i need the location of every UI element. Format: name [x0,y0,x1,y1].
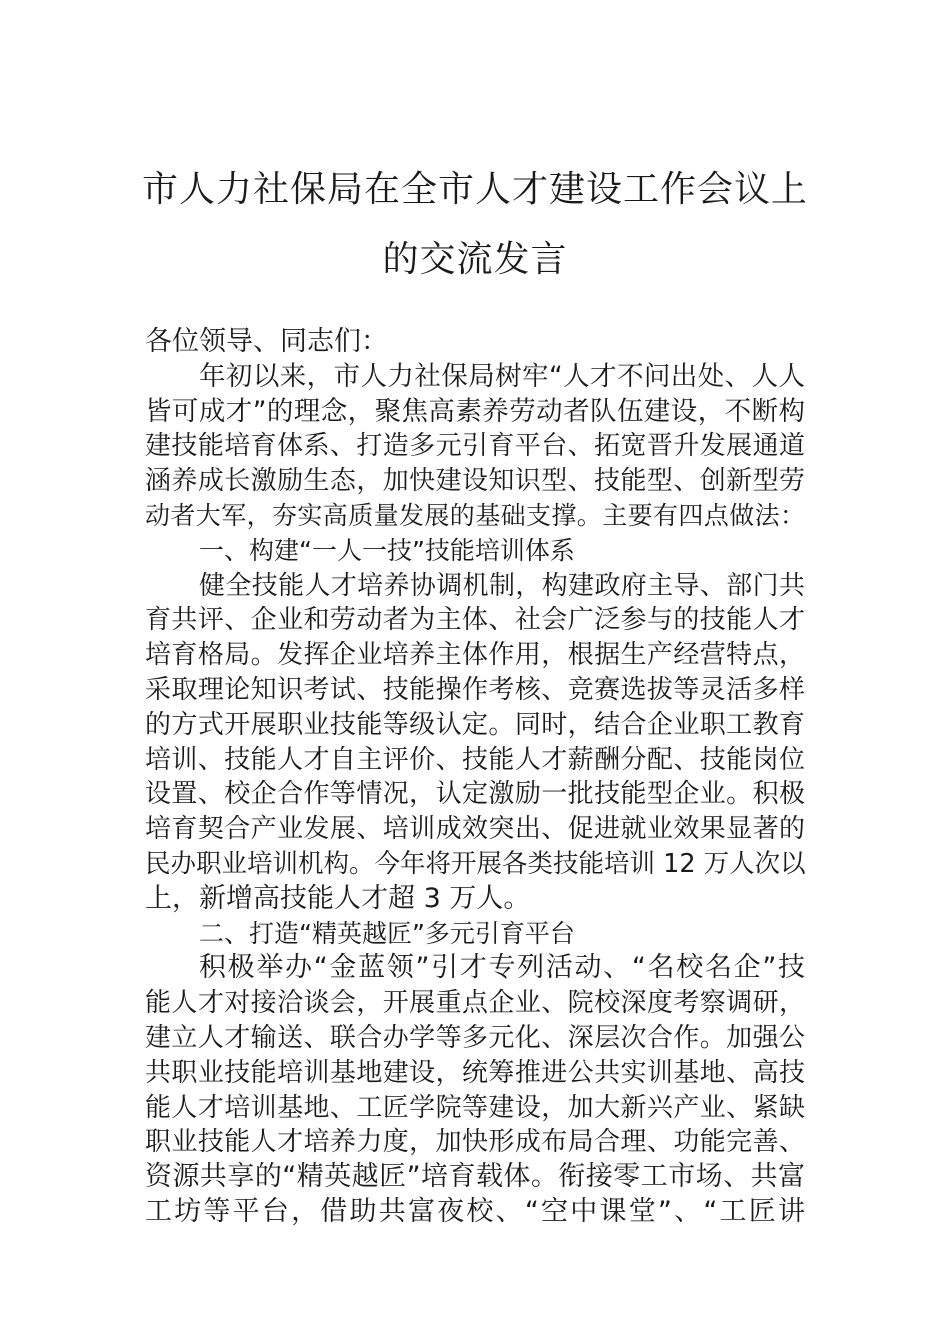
paragraph-line: 能人才培训基地、工匠学院等建设，加大新兴产业、紧缺 [145,1092,805,1123]
paragraph-line: 能人才对接洽谈会，开展重点企业、院校深度考察调研， [145,988,805,1019]
paragraph-line: 采取理论知识考试、技能操作考核、竞赛选拔等灵活多样 [145,674,805,705]
paragraph-line: 育共评、企业和劳动者为主体、社会广泛参与的技能人才 [145,605,805,636]
paragraph-line: 培育契合产业发展、培训成效突出、促进就业效果显著的 [145,814,805,845]
paragraph-line: 动者大军，夯实高质量发展的基础支撑。主要有四点做法： [145,500,805,530]
paragraph-line: 设置、校企合作等情况，认定激励一批技能型企业。积极 [145,779,805,810]
paragraph-line: 健全技能人才培养协调机制，构建政府主导、部门共 [199,570,805,601]
document-body [145,325,805,1230]
paragraph-line: 工坊等平台，借助共富夜校、“空中课堂”、“工匠讲 [145,1195,805,1227]
paragraph-line: 共职业技能培训基地建设，统筹推进公共实训基地、高技 [145,1057,805,1088]
document-title-line-2: 的交流发言 [382,239,568,280]
paragraph-line: 建立人才输送、联合办学等多元化、深层次合作。加强公 [145,1022,805,1053]
paragraph-line: 积极举办“金蓝领”引才专列活动、“名校名企”技 [199,952,805,984]
paragraph-line: 资源共享的“精英越匠”培育载体。衔接零工市场、共富 [145,1161,805,1193]
paragraph-line: 各位领导、同志们： [145,326,388,357]
paragraph-line: 涵养成长激励生态，加快建设知识型、技能型、创新型劳 [145,466,805,497]
paragraph-line: 建技能培育体系、打造多元引育平台、拓宽晋升发展通道 [145,431,805,462]
section-heading: 二、打造“精英越匠”多元引育平台 [199,918,575,948]
paragraph-line: 年初以来，市人力社保局树牢“人才不问出处、人人 [199,360,805,392]
paragraph-line: 的方式开展职业技能等级认定。同时，结合企业职工教育 [145,709,805,740]
paragraph-line: 上，新增高技能人才超 3 万人。 [145,882,531,914]
paragraph-line: 职业技能人才培养力度，加快形成布局合理、功能完善、 [145,1127,805,1158]
section-heading: 一、构建“一人一技”技能培训体系 [199,535,575,565]
paragraph-line: 皆可成才”的理念，聚焦高素养劳动者队伍建设，不断构 [145,395,805,427]
paragraph-line: 培育格局。发挥企业培养主体作用，根据生产经营特点， [145,640,805,671]
paragraph-line: 民办职业培训机构。今年将开展各类技能培训 12 万人次以 [145,848,806,879]
paragraph-line: 培训、技能人才自主评价、技能人才薪酬分配、技能岗位 [145,744,805,775]
document-title-line-1: 市人力社保局在全市人才建设工作会议上 [141,169,808,210]
